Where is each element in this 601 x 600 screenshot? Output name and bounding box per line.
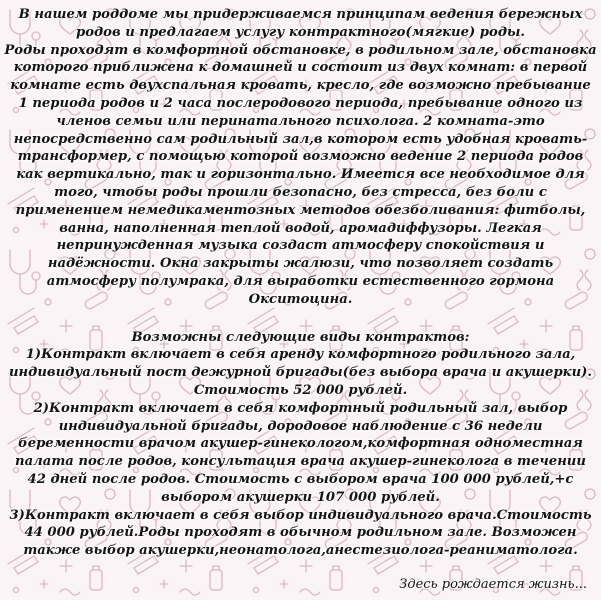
intro-paragraph: В нашем роддоме мы придерживаемся принципам ведения бережных родов и предлагаем услугу контрактного(мягкие) роды.	[18, 7, 583, 40]
contract-3-paragraph: 3)Контракт включает в себя выбор индивидуального врача.Стоимость 44 000 рублей.Роды проходят в обычном родильном зале. Возможен также выбор акушерки,неонатолога,анестезиолога-реаниматолога.	[9, 507, 592, 559]
contract-2-paragraph: 2)Контракт включает в себя комфортный родильный зал, выбор индивидуальной бригады, дородовое наблюдение с 36 недели беременности врачом акушер-гинекологом,комфортная одноместная палата после родов, консультация врача акушер-гинеколога в течении 42 дней после родов. Стоимость с выбором врача 100 000 рублей,+с выбором акушерки 107 000 рублей.	[15, 400, 586, 505]
paragraph-gap	[4, 309, 597, 329]
contract-1-paragraph: 1)Контракт включает в себя аренду комфортного родильного зала, индивидуальный пост дежурной бригады(без выбора врача и акушерки). Стоимость 52 000 рублей.	[8, 347, 593, 398]
signature-text: Здесь рождается жизнь...	[399, 577, 587, 592]
description-paragraph: Роды проходят в комфортной обстановке, в родильном зале, обстановка которого приближена к домашней и состоит из двух комнат: в первой комнате есть двухспальная кровать, кресло, где возможно пребывание 1 периода родов и 2 часа послеродового периода, пребывание одного из членов семьи или перинатального психолога. 2 комната-это непосредственно сам родильный зал,в котором есть удобная кровать-трансформер, с помощью которой возможно ведение 2 периода родов как вертикально, так и горизонтально. Имеется все необходимое для того, чтобы роды прошли безопасно, без стресса, без боли с применением немедикаментозных методов обезболивания: фитболы, ванна, наполненная теплой водой, аромадиффузоры. Легкая непринужденная музыка создаст атмосферу спокойствия и надёжности. Окна закрыты жалюзи, что позволяет создать атмосферу полумрака, для выработки естественного гормона Окситоцина.	[4, 42, 597, 307]
document-body	[4, 6, 597, 560]
contracts-heading: Возможны следующие виды контрактов:	[131, 329, 470, 345]
